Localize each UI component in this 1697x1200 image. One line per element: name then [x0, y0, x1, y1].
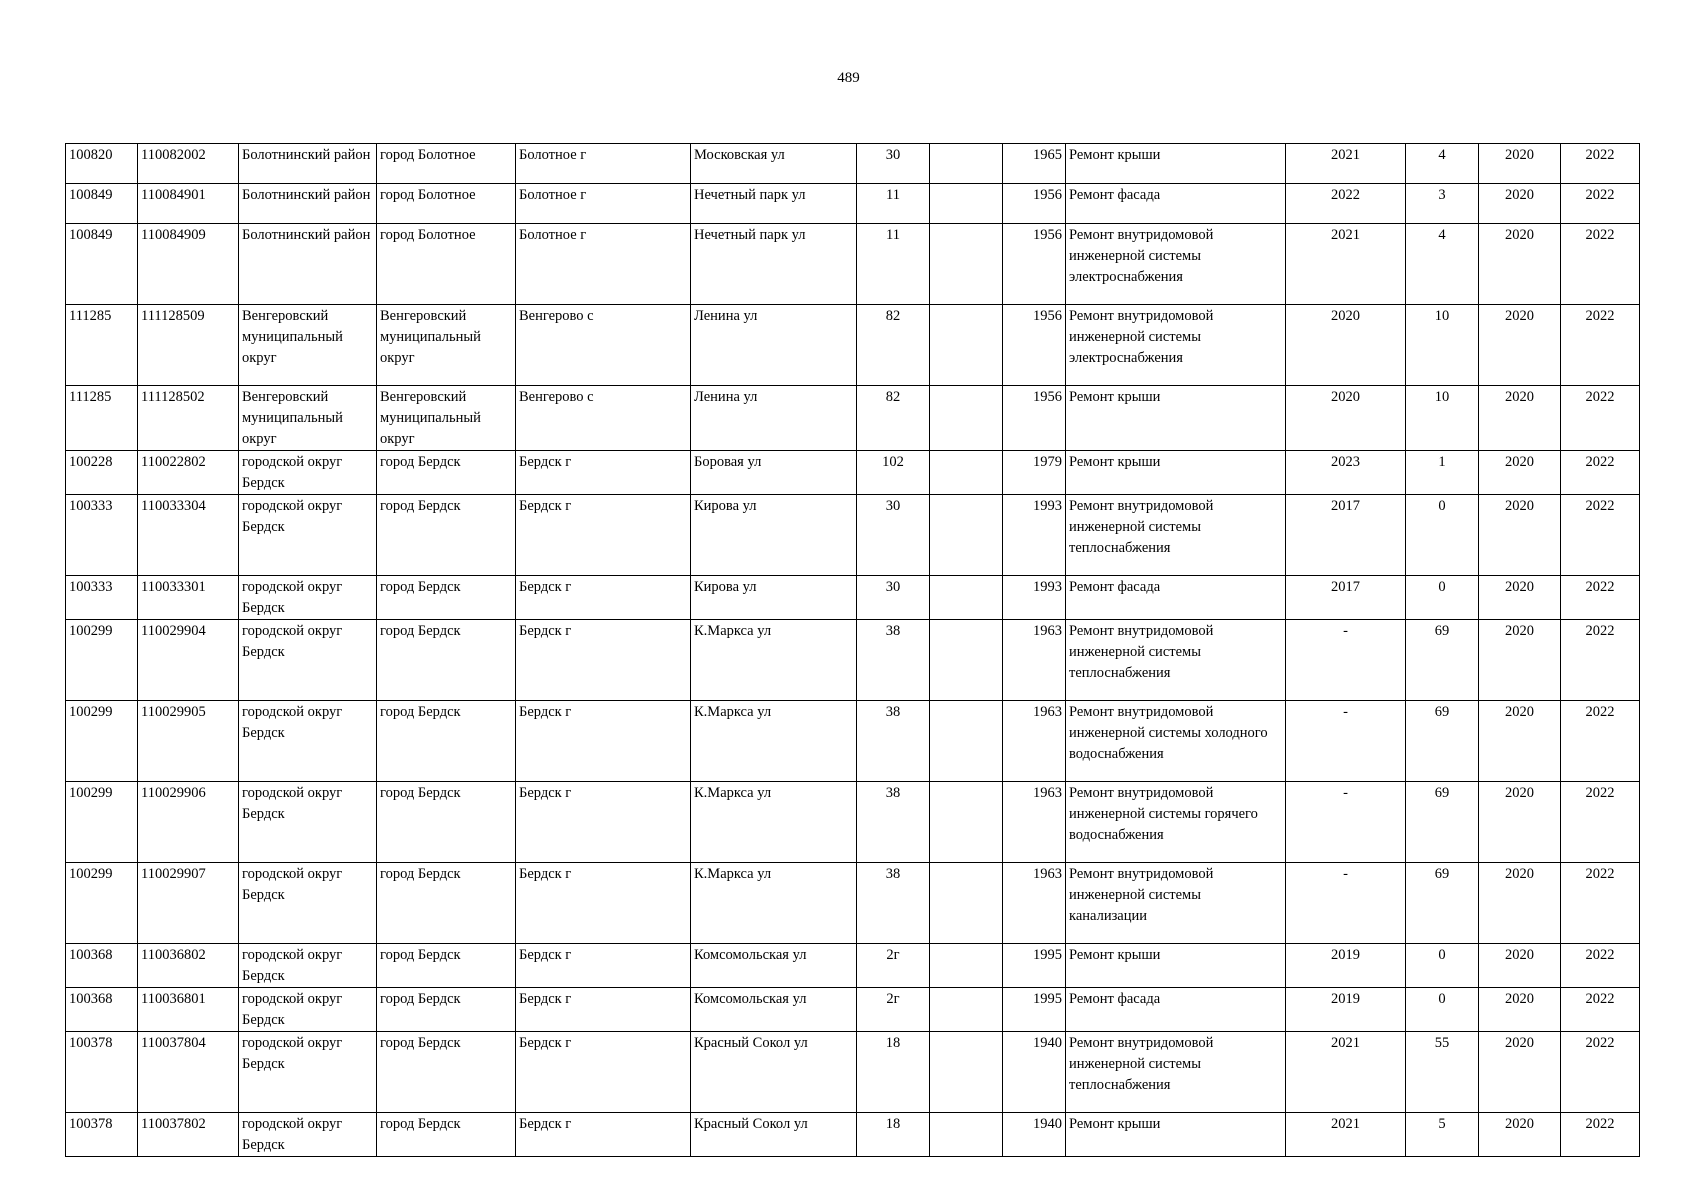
- start-year-cell: 2020: [1479, 988, 1561, 1032]
- table-row: [66, 944, 1640, 988]
- work-id-cell: 110084901: [138, 184, 239, 224]
- street-cell: Нечетный парк ул: [691, 184, 857, 224]
- municipality-cell: город Бердск: [377, 451, 516, 495]
- work-id-cell: 110022802: [138, 451, 239, 495]
- district-cell: Болотнинский район: [239, 184, 377, 224]
- wear-cell: 55: [1406, 1032, 1479, 1113]
- year-built-cell: 1993: [1003, 576, 1066, 620]
- building-id-cell: 100299: [66, 863, 138, 944]
- last-repair-year-cell: 2021: [1286, 144, 1406, 184]
- work-type-cell: Ремонт фасада: [1066, 184, 1286, 224]
- building-id-cell: 100299: [66, 701, 138, 782]
- municipality-cell: город Бердск: [377, 620, 516, 701]
- district-cell: Болотнинский район: [239, 144, 377, 184]
- work-type-cell: Ремонт внутридомовой инженерной системы электроснабжения: [1066, 305, 1286, 386]
- work-id-cell: 111128509: [138, 305, 239, 386]
- table-row: [66, 863, 1640, 944]
- work-id-cell: 110082002: [138, 144, 239, 184]
- municipality-cell: город Бердск: [377, 576, 516, 620]
- building-id-cell: 100849: [66, 184, 138, 224]
- work-id-cell: 110033301: [138, 576, 239, 620]
- settlement-cell: Болотное г: [516, 144, 691, 184]
- municipality-cell: город Бердск: [377, 1113, 516, 1157]
- work-id-cell: 110036802: [138, 944, 239, 988]
- house-number-cell: 18: [857, 1032, 930, 1113]
- municipality-cell: город Болотное: [377, 184, 516, 224]
- start-year-cell: 2020: [1479, 701, 1561, 782]
- last-repair-year-cell: -: [1286, 701, 1406, 782]
- district-cell: городской округ Бердск: [239, 944, 377, 988]
- table-row: [66, 451, 1640, 495]
- last-repair-year-cell: 2020: [1286, 386, 1406, 451]
- year-built-cell: 1963: [1003, 782, 1066, 863]
- year-built-cell: 1963: [1003, 863, 1066, 944]
- building-letter-cell: [930, 782, 1003, 863]
- work-type-cell: Ремонт внутридомовой инженерной системы теплоснабжения: [1066, 1032, 1286, 1113]
- building-id-cell: 100299: [66, 782, 138, 863]
- wear-cell: 0: [1406, 576, 1479, 620]
- building-letter-cell: [930, 620, 1003, 701]
- municipality-cell: город Бердск: [377, 863, 516, 944]
- settlement-cell: Бердск г: [516, 701, 691, 782]
- district-cell: городской округ Бердск: [239, 701, 377, 782]
- house-number-cell: 38: [857, 863, 930, 944]
- end-year-cell: 2022: [1561, 988, 1640, 1032]
- year-built-cell: 1979: [1003, 451, 1066, 495]
- building-letter-cell: [930, 495, 1003, 576]
- house-number-cell: 82: [857, 386, 930, 451]
- end-year-cell: 2022: [1561, 451, 1640, 495]
- start-year-cell: 2020: [1479, 1113, 1561, 1157]
- building-letter-cell: [930, 144, 1003, 184]
- municipality-cell: Венгеровский муниципальный округ: [377, 386, 516, 451]
- work-id-cell: 110029904: [138, 620, 239, 701]
- building-letter-cell: [930, 184, 1003, 224]
- building-id-cell: 100333: [66, 495, 138, 576]
- building-letter-cell: [930, 576, 1003, 620]
- settlement-cell: Бердск г: [516, 495, 691, 576]
- year-built-cell: 1956: [1003, 184, 1066, 224]
- wear-cell: 69: [1406, 701, 1479, 782]
- end-year-cell: 2022: [1561, 224, 1640, 305]
- settlement-cell: Венгерово с: [516, 305, 691, 386]
- work-id-cell: 110029907: [138, 863, 239, 944]
- end-year-cell: 2022: [1561, 495, 1640, 576]
- start-year-cell: 2020: [1479, 944, 1561, 988]
- work-type-cell: Ремонт крыши: [1066, 144, 1286, 184]
- building-letter-cell: [930, 988, 1003, 1032]
- building-letter-cell: [930, 1113, 1003, 1157]
- start-year-cell: 2020: [1479, 1032, 1561, 1113]
- work-id-cell: 110084909: [138, 224, 239, 305]
- street-cell: Кирова ул: [691, 576, 857, 620]
- municipality-cell: город Бердск: [377, 495, 516, 576]
- building-letter-cell: [930, 701, 1003, 782]
- building-id-cell: 100368: [66, 944, 138, 988]
- wear-cell: 1: [1406, 451, 1479, 495]
- page-number: 489: [837, 70, 860, 86]
- house-number-cell: 102: [857, 451, 930, 495]
- settlement-cell: Бердск г: [516, 620, 691, 701]
- work-type-cell: Ремонт внутридомовой инженерной системы канализации: [1066, 863, 1286, 944]
- street-cell: Кирова ул: [691, 495, 857, 576]
- district-cell: Венгеровский муниципальный округ: [239, 305, 377, 386]
- work-id-cell: 110033304: [138, 495, 239, 576]
- settlement-cell: Болотное г: [516, 224, 691, 305]
- district-cell: городской округ Бердск: [239, 620, 377, 701]
- municipality-cell: город Болотное: [377, 224, 516, 305]
- wear-cell: 0: [1406, 495, 1479, 576]
- house-number-cell: 2г: [857, 988, 930, 1032]
- end-year-cell: 2022: [1561, 944, 1640, 988]
- wear-cell: 5: [1406, 1113, 1479, 1157]
- street-cell: Ленина ул: [691, 305, 857, 386]
- building-letter-cell: [930, 451, 1003, 495]
- start-year-cell: 2020: [1479, 620, 1561, 701]
- house-number-cell: 82: [857, 305, 930, 386]
- end-year-cell: 2022: [1561, 305, 1640, 386]
- district-cell: городской округ Бердск: [239, 1113, 377, 1157]
- work-id-cell: 110037802: [138, 1113, 239, 1157]
- year-built-cell: 1995: [1003, 944, 1066, 988]
- table-row: [66, 1032, 1640, 1113]
- district-cell: городской округ Бердск: [239, 782, 377, 863]
- start-year-cell: 2020: [1479, 184, 1561, 224]
- year-built-cell: 1995: [1003, 988, 1066, 1032]
- wear-cell: 4: [1406, 144, 1479, 184]
- street-cell: Комсомольская ул: [691, 944, 857, 988]
- start-year-cell: 2020: [1479, 451, 1561, 495]
- municipality-cell: город Болотное: [377, 144, 516, 184]
- building-letter-cell: [930, 944, 1003, 988]
- year-built-cell: 1963: [1003, 620, 1066, 701]
- house-number-cell: 11: [857, 224, 930, 305]
- year-built-cell: 1993: [1003, 495, 1066, 576]
- wear-cell: 69: [1406, 620, 1479, 701]
- municipality-cell: город Бердск: [377, 988, 516, 1032]
- house-number-cell: 30: [857, 495, 930, 576]
- table-row: [66, 701, 1640, 782]
- table-row: [66, 782, 1640, 863]
- year-built-cell: 1956: [1003, 224, 1066, 305]
- work-id-cell: 111128502: [138, 386, 239, 451]
- start-year-cell: 2020: [1479, 782, 1561, 863]
- settlement-cell: Бердск г: [516, 782, 691, 863]
- work-type-cell: Ремонт крыши: [1066, 944, 1286, 988]
- end-year-cell: 2022: [1561, 1113, 1640, 1157]
- work-id-cell: 110029905: [138, 701, 239, 782]
- work-type-cell: Ремонт фасада: [1066, 988, 1286, 1032]
- last-repair-year-cell: 2021: [1286, 224, 1406, 305]
- wear-cell: 10: [1406, 305, 1479, 386]
- street-cell: К.Маркса ул: [691, 701, 857, 782]
- end-year-cell: 2022: [1561, 144, 1640, 184]
- district-cell: Болотнинский район: [239, 224, 377, 305]
- wear-cell: 0: [1406, 944, 1479, 988]
- wear-cell: 69: [1406, 782, 1479, 863]
- last-repair-year-cell: 2023: [1286, 451, 1406, 495]
- house-number-cell: 30: [857, 576, 930, 620]
- end-year-cell: 2022: [1561, 863, 1640, 944]
- table-row: [66, 495, 1640, 576]
- work-type-cell: Ремонт крыши: [1066, 386, 1286, 451]
- district-cell: городской округ Бердск: [239, 451, 377, 495]
- last-repair-year-cell: 2017: [1286, 495, 1406, 576]
- start-year-cell: 2020: [1479, 495, 1561, 576]
- building-letter-cell: [930, 1032, 1003, 1113]
- table-row: [66, 144, 1640, 184]
- last-repair-year-cell: -: [1286, 863, 1406, 944]
- settlement-cell: Венгерово с: [516, 386, 691, 451]
- house-number-cell: 2г: [857, 944, 930, 988]
- last-repair-year-cell: 2019: [1286, 988, 1406, 1032]
- house-number-cell: 11: [857, 184, 930, 224]
- building-id-cell: 100378: [66, 1113, 138, 1157]
- building-id-cell: 100368: [66, 988, 138, 1032]
- municipality-cell: город Бердск: [377, 701, 516, 782]
- start-year-cell: 2020: [1479, 386, 1561, 451]
- street-cell: Красный Сокол ул: [691, 1032, 857, 1113]
- building-letter-cell: [930, 224, 1003, 305]
- settlement-cell: Бердск г: [516, 863, 691, 944]
- end-year-cell: 2022: [1561, 620, 1640, 701]
- street-cell: Ленина ул: [691, 386, 857, 451]
- house-number-cell: 18: [857, 1113, 930, 1157]
- building-letter-cell: [930, 386, 1003, 451]
- street-cell: К.Маркса ул: [691, 782, 857, 863]
- table-row: [66, 224, 1640, 305]
- wear-cell: 10: [1406, 386, 1479, 451]
- table-row: [66, 576, 1640, 620]
- building-id-cell: 100849: [66, 224, 138, 305]
- district-cell: городской округ Бердск: [239, 863, 377, 944]
- last-repair-year-cell: 2021: [1286, 1032, 1406, 1113]
- house-number-cell: 38: [857, 701, 930, 782]
- district-cell: городской округ Бердск: [239, 1032, 377, 1113]
- district-cell: Венгеровский муниципальный округ: [239, 386, 377, 451]
- last-repair-year-cell: 2019: [1286, 944, 1406, 988]
- repair-registry-table: [65, 143, 1640, 1157]
- building-id-cell: 100333: [66, 576, 138, 620]
- municipality-cell: город Бердск: [377, 944, 516, 988]
- settlement-cell: Бердск г: [516, 988, 691, 1032]
- end-year-cell: 2022: [1561, 386, 1640, 451]
- settlement-cell: Бердск г: [516, 451, 691, 495]
- last-repair-year-cell: 2017: [1286, 576, 1406, 620]
- municipality-cell: город Бердск: [377, 782, 516, 863]
- wear-cell: 0: [1406, 988, 1479, 1032]
- start-year-cell: 2020: [1479, 144, 1561, 184]
- settlement-cell: Бердск г: [516, 576, 691, 620]
- house-number-cell: 38: [857, 782, 930, 863]
- wear-cell: 69: [1406, 863, 1479, 944]
- work-type-cell: Ремонт внутридомовой инженерной системы электроснабжения: [1066, 224, 1286, 305]
- building-id-cell: 111285: [66, 305, 138, 386]
- table-row: [66, 305, 1640, 386]
- end-year-cell: 2022: [1561, 184, 1640, 224]
- work-type-cell: Ремонт крыши: [1066, 1113, 1286, 1157]
- year-built-cell: 1940: [1003, 1113, 1066, 1157]
- house-number-cell: 30: [857, 144, 930, 184]
- building-id-cell: 100378: [66, 1032, 138, 1113]
- work-type-cell: Ремонт внутридомовой инженерной системы горячего водоснабжения: [1066, 782, 1286, 863]
- building-id-cell: 100299: [66, 620, 138, 701]
- street-cell: К.Маркса ул: [691, 863, 857, 944]
- table-body: [66, 144, 1640, 1157]
- work-type-cell: Ремонт внутридомовой инженерной системы теплоснабжения: [1066, 495, 1286, 576]
- end-year-cell: 2022: [1561, 1032, 1640, 1113]
- work-id-cell: 110037804: [138, 1032, 239, 1113]
- district-cell: городской округ Бердск: [239, 576, 377, 620]
- start-year-cell: 2020: [1479, 863, 1561, 944]
- last-repair-year-cell: 2020: [1286, 305, 1406, 386]
- year-built-cell: 1965: [1003, 144, 1066, 184]
- house-number-cell: 38: [857, 620, 930, 701]
- year-built-cell: 1956: [1003, 305, 1066, 386]
- table-row: [66, 386, 1640, 451]
- building-id-cell: 100820: [66, 144, 138, 184]
- settlement-cell: Бердск г: [516, 1113, 691, 1157]
- year-built-cell: 1940: [1003, 1032, 1066, 1113]
- work-type-cell: Ремонт внутридомовой инженерной системы холодного водоснабжения: [1066, 701, 1286, 782]
- street-cell: Московская ул: [691, 144, 857, 184]
- building-letter-cell: [930, 305, 1003, 386]
- start-year-cell: 2020: [1479, 305, 1561, 386]
- start-year-cell: 2020: [1479, 224, 1561, 305]
- municipality-cell: Венгеровский муниципальный округ: [377, 305, 516, 386]
- district-cell: городской округ Бердск: [239, 988, 377, 1032]
- municipality-cell: город Бердск: [377, 1032, 516, 1113]
- wear-cell: 4: [1406, 224, 1479, 305]
- start-year-cell: 2020: [1479, 576, 1561, 620]
- work-id-cell: 110036801: [138, 988, 239, 1032]
- street-cell: К.Маркса ул: [691, 620, 857, 701]
- work-type-cell: Ремонт крыши: [1066, 451, 1286, 495]
- building-letter-cell: [930, 863, 1003, 944]
- wear-cell: 3: [1406, 184, 1479, 224]
- settlement-cell: Бердск г: [516, 1032, 691, 1113]
- street-cell: Комсомольская ул: [691, 988, 857, 1032]
- building-id-cell: 100228: [66, 451, 138, 495]
- street-cell: Красный Сокол ул: [691, 1113, 857, 1157]
- work-type-cell: Ремонт фасада: [1066, 576, 1286, 620]
- last-repair-year-cell: 2021: [1286, 1113, 1406, 1157]
- last-repair-year-cell: -: [1286, 782, 1406, 863]
- year-built-cell: 1963: [1003, 701, 1066, 782]
- end-year-cell: 2022: [1561, 782, 1640, 863]
- table-row: [66, 620, 1640, 701]
- last-repair-year-cell: -: [1286, 620, 1406, 701]
- table-row: [66, 184, 1640, 224]
- district-cell: городской округ Бердск: [239, 495, 377, 576]
- end-year-cell: 2022: [1561, 576, 1640, 620]
- year-built-cell: 1956: [1003, 386, 1066, 451]
- street-cell: Боровая ул: [691, 451, 857, 495]
- settlement-cell: Болотное г: [516, 184, 691, 224]
- end-year-cell: 2022: [1561, 701, 1640, 782]
- table-row: [66, 1113, 1640, 1157]
- building-id-cell: 111285: [66, 386, 138, 451]
- settlement-cell: Бердск г: [516, 944, 691, 988]
- street-cell: Нечетный парк ул: [691, 224, 857, 305]
- work-id-cell: 110029906: [138, 782, 239, 863]
- work-type-cell: Ремонт внутридомовой инженерной системы теплоснабжения: [1066, 620, 1286, 701]
- table-row: [66, 988, 1640, 1032]
- last-repair-year-cell: 2022: [1286, 184, 1406, 224]
